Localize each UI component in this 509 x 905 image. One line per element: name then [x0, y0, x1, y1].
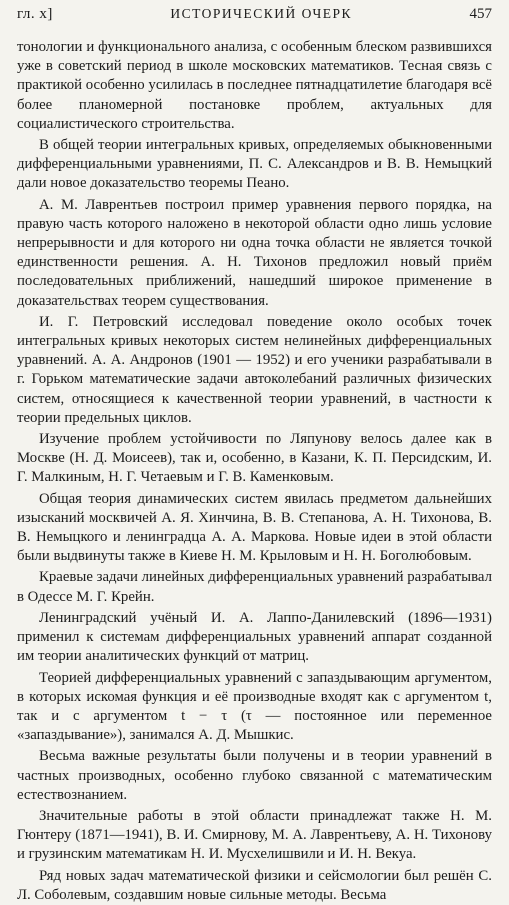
page-header: [17, 6, 492, 30]
paragraph: Ленинградский учёный И. А. Лаппо-Данилевский (1896—1931) применил к системам дифференциальных уравнений аппарат созданной им теории аналитических функций от матриц.: [17, 609, 492, 665]
paragraph: И. Г. Петровский исследовал поведение около особых точек интегральных кривых некоторых систем нелинейных дифференциальных уравнений. А. А. Андронов (1901 — 1952) и его ученики разрабатывали в г. Горьком математические задачи автоколебаний различных физических систем, относящиеся к качественной теории уравнений, в частности к теории предельных циклов.: [17, 313, 492, 426]
page-number: 457: [469, 6, 492, 22]
paragraph: Весьма важные результаты были получены и в теории уравнений в частных производных, особенно глубоко связанной с математическим естествознанием.: [17, 748, 492, 803]
page-body: [17, 38, 492, 905]
paragraph: Ряд новых задач математической физики и сейсмологии был решён С. Л. Соболевым, создавшим новые сильные методы. Весьма: [17, 867, 492, 903]
paragraph: Значительные работы в этой области принадлежат также Н. М. Гюнтеру (1871—1941), В. И. Смирнову, М. А. Лаврентьеву, А. Н. Тихонову и грузинским математикам Н. И. Мусхелишвили и И. Н. Векуа.: [17, 807, 492, 863]
paragraph: Теорией дифференциальных уравнений с запаздывающим аргументом, в которых искомая функция и её производные входят как с аргументом t, так и с аргументом t − τ (τ — постоянное или переменное «запаздывание»), занимался А. Д. Мышкис.: [17, 669, 492, 744]
paragraph: Изучение проблем устойчивости по Ляпунову велось далее как в Москве (Н. Д. Моисеев), так и, особенно, в Казани, К. П. Персидским, И. Г. Малкиным, Н. Г. Четаевым и Г. В. Каменковым.: [17, 431, 492, 486]
paragraph: А. М. Лаврентьев построил пример уравнения первого порядка, на правую часть которого наложено в некоторой области одно лишь условие непрерывности и для которого ни одна точка области не является точкой единственности решения. А. Н. Тихонов предложил новый приём последовательных приближений, нашедший широкое применение в доказательствах теорем существования.: [17, 196, 492, 309]
paragraph: Общая теория динамических систем явилась предметом дальнейших изысканий москвичей А. Я. Хинчина, В. В. Степанова, А. Н. Тихонова, В. В. Немыцкого и ленинградца А. А. Маркова. Новые идеи в этой области были выдвинуты также в Киеве Н. М. Крыловым и Н. Н. Боголюбовым.: [17, 490, 492, 565]
paragraph: Краевые задачи линейных дифференциальных уравнений разрабатывал в Одессе М. Г. Крейн.: [17, 569, 492, 605]
paragraph: тонологии и функционального анализа, с особенным блеском развившихся уже в советский период в школе московских математиков. Тесная связь с практикой особенно усилилась в последнее пятнадцатилетие благодаря всё более планомерной постановке проблем, актуальных для социалистического строительства.: [17, 39, 492, 132]
chapter-label: гл. x]: [17, 6, 53, 22]
paragraph: В общей теории интегральных кривых, определяемых обыкновенными дифференциальными уравнениями, П. С. Александров и В. В. Немыцкий дали новое доказательство теоремы Пеано.: [17, 137, 492, 192]
running-title: ИСТОРИЧЕСКИЙ ОЧЕРК: [170, 6, 353, 21]
